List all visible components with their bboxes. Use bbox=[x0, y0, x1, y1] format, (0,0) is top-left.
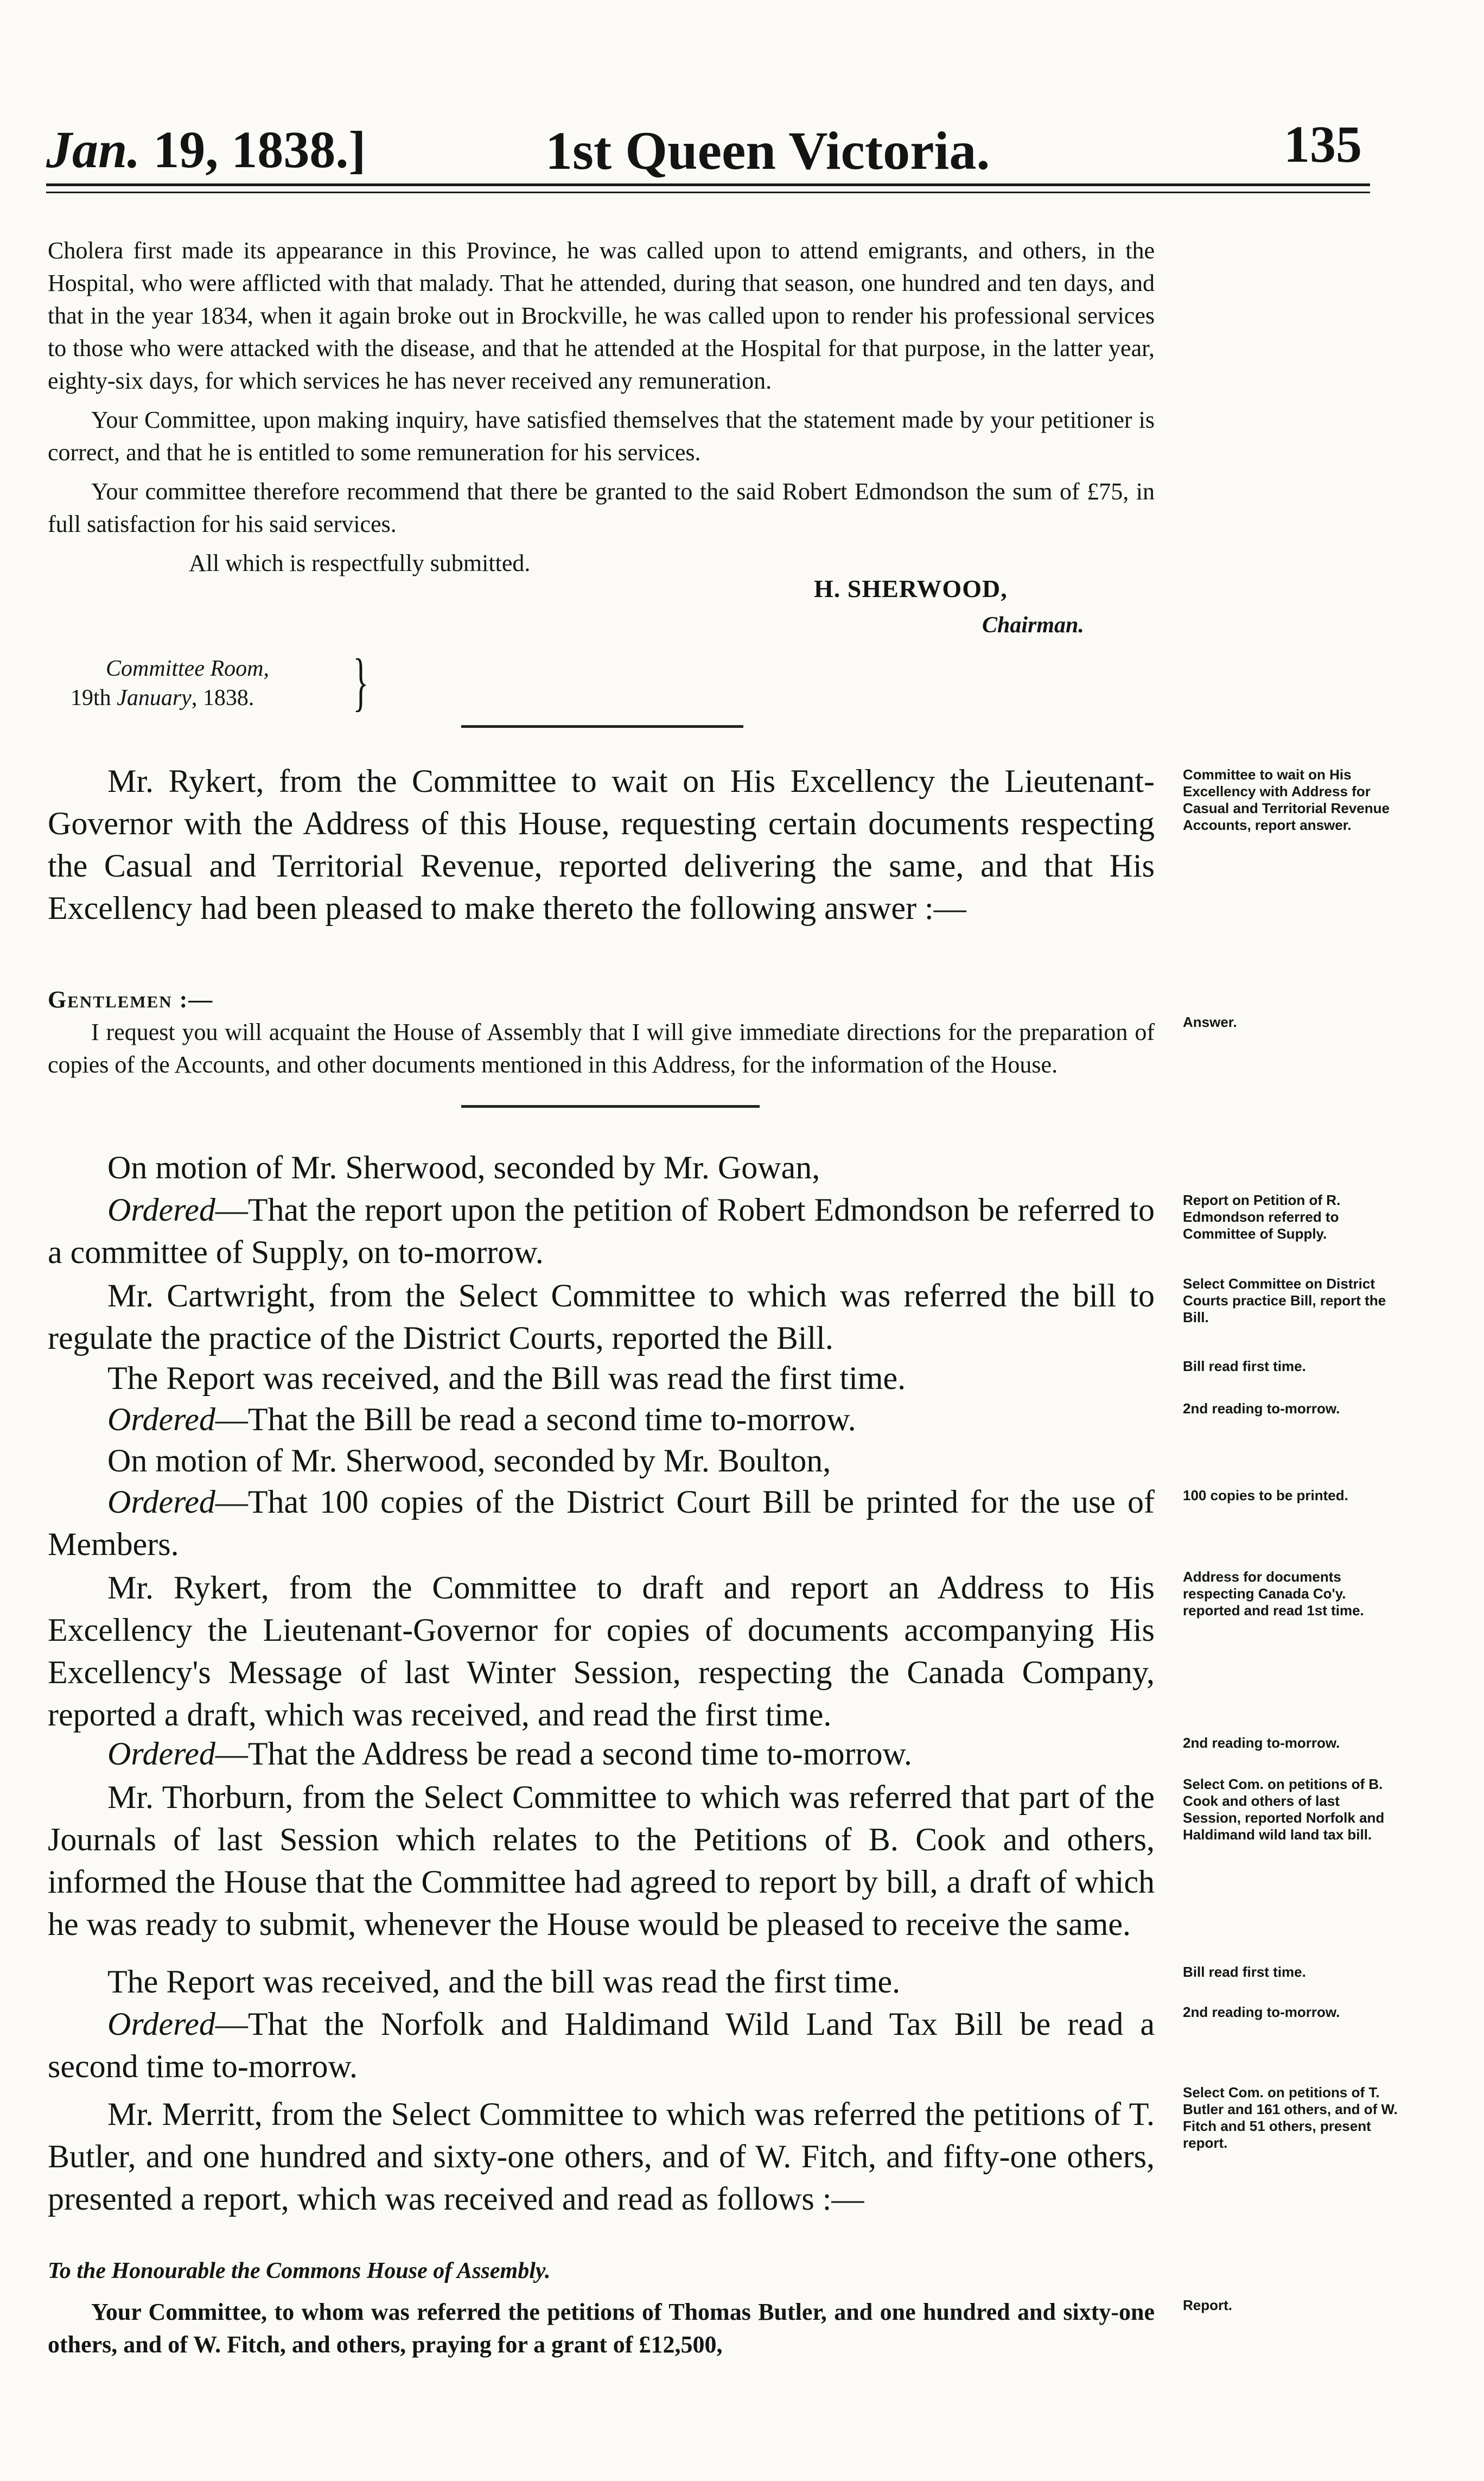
margin-note: Bill read first time. bbox=[1183, 1358, 1306, 1374]
section-separator bbox=[461, 725, 743, 728]
margin-note: 2nd reading to-morrow. bbox=[1183, 1400, 1340, 1417]
answer-text: I request you will acquaint the House of Assembly that I will give immediate directions for the preparation of copies of the Accounts, and other documents mentioned in this Address, for the information of the House. bbox=[48, 1019, 1155, 1078]
header-month: Jan. bbox=[46, 120, 141, 179]
committee-report: Mr. Merritt, from the Select Committee to which was referred the petitions of T. Butler, and one hundred and sixty-one others, and of W. Fitch, and fifty-one others, presented a report, which was received and read as follows :— bbox=[48, 2096, 1155, 2217]
order bbox=[48, 1733, 1155, 1775]
order-text: —That the Address be read a second time to-morrow. bbox=[215, 1736, 912, 1772]
signer-name: H. SHERWOOD, bbox=[814, 575, 1008, 602]
motion: On motion of Mr. Sherwood, seconded by Mr. Boulton, bbox=[107, 1443, 831, 1479]
margin-note: Select Committee on District Courts practice Bill, report the Bill. bbox=[1183, 1276, 1386, 1325]
order-lead: Ordered bbox=[107, 1401, 215, 1437]
address-heading: To the Honourable the Commons House of Assembly. bbox=[48, 2258, 551, 2283]
report-closing: All which is respectfully submitted. bbox=[189, 550, 531, 576]
motion: On motion of Mr. Sherwood, seconded by Mr. Gowan, bbox=[107, 1150, 820, 1185]
order-lead: Ordered bbox=[107, 2006, 215, 2042]
report-paragraph: Cholera first made its appearance in this Province, he was called upon to attend emigrants, and others, in the Hospital, who were afflicted with that malady. That he attended, during that season, one hundred and ten days, and that in the year 1834, when it again broke out in Brockville, he was called upon to render his professional services to those who were attacked with the disease, and that he attended at the Hospital for that purpose, in the latter year, eighty-six days, for which services he has never received any remuneration. bbox=[48, 237, 1155, 394]
order-text: —That the report upon the petition of Robert Edmondson be referred to a committee of Supply, on to-morrow. bbox=[48, 1192, 1155, 1270]
header-day-year: 19, 1838.] bbox=[140, 120, 366, 179]
report-date-year: , 1838. bbox=[191, 686, 254, 710]
report-continuation bbox=[48, 234, 1155, 580]
report-date-month: January bbox=[117, 686, 192, 710]
report-date-day: 19th bbox=[71, 686, 117, 710]
committee-report: Mr. Thorburn, from the Select Committee to which was referred that part of the Journals of last Session which relates to the Petitions of B. Cook and others, informed the House that the Committee had agreed to report by bill, a draft of which he was ready to submit, whenever the House would be pleased to receive the same. bbox=[48, 1779, 1155, 1942]
margin-note: Answer. bbox=[1183, 1014, 1237, 1030]
report-paragraph: Your committee therefore recommend that there be granted to the said Robert Edmondson the sum of £75, in full satisfaction for his said services. bbox=[48, 478, 1155, 537]
governor-answer bbox=[48, 983, 1155, 1081]
order-text: —That the Norfolk and Haldimand Wild Land Tax Bill be read a second time to-morrow. bbox=[48, 2006, 1155, 2084]
order-text: —That 100 copies of the District Court Bill be printed for the use of Members. bbox=[48, 1484, 1155, 1562]
page-number: 135 bbox=[1284, 115, 1362, 173]
order bbox=[48, 1398, 1155, 1441]
header-title: 1st Queen Victoria. bbox=[545, 120, 990, 181]
order-lead: Ordered bbox=[107, 1192, 215, 1228]
margin-note: Report. bbox=[1183, 2297, 1232, 2313]
order bbox=[48, 1481, 1155, 1565]
salutation: Gentlemen :— bbox=[48, 986, 214, 1013]
section-separator bbox=[461, 1105, 760, 1108]
margin-note: Report on Petition of R. Edmondson referred to Committee of Supply. bbox=[1183, 1192, 1341, 1242]
report-date bbox=[71, 685, 254, 711]
margin-note: Bill read first time. bbox=[1183, 1964, 1306, 1980]
report-received: The Report was received, and the bill was read the first time. bbox=[107, 1964, 901, 2000]
rykert-report bbox=[48, 760, 1155, 929]
margin-note: 2nd reading to-morrow. bbox=[1183, 2004, 1340, 2020]
signer-title: Chairman. bbox=[982, 613, 1084, 638]
order-lead: Ordered bbox=[107, 1736, 215, 1772]
report-paragraph: Your Committee, upon making inquiry, have satisfied themselves that the statement made by your petitioner is correct, and that he is entitled to some remuneration for his services. bbox=[48, 407, 1155, 466]
order-lead: Ordered bbox=[107, 1484, 215, 1520]
report-received: The Report was received, and the Bill was read the first time. bbox=[107, 1360, 906, 1396]
header-date bbox=[46, 119, 366, 180]
margin-note: 2nd reading to-morrow. bbox=[1183, 1735, 1340, 1751]
order bbox=[48, 2003, 1155, 2087]
header-rule-thin bbox=[46, 192, 1370, 193]
date-brace: } bbox=[353, 645, 369, 718]
margin-note: Select Com. on petitions of B. Cook and others of last Session, reported Norfolk and Haldimand wild land tax bill. bbox=[1183, 1776, 1385, 1843]
rykert-report-text: Mr. Rykert, from the Committee to wait on His Excellency the Lieutenant-Governor with the Address of this House, requesting certain documents respecting the Casual and Territorial Revenue, reported delivering the same, and that His Excellency had been pleased to make thereto the following answer :— bbox=[48, 763, 1155, 926]
order bbox=[48, 1189, 1155, 1273]
margin-note: Address for documents respecting Canada Co'y. reported and read 1st time. bbox=[1183, 1569, 1364, 1619]
margin-note: Committee to wait on His Excellency with Address for Casual and Territorial Revenue Accounts, report answer. bbox=[1183, 766, 1390, 833]
header-rule-thick bbox=[46, 183, 1370, 186]
committee-room: Committee Room, bbox=[106, 656, 269, 681]
margin-note: Select Com. on petitions of T. Butler and 161 others, and of W. Fitch and 51 others, present report. bbox=[1183, 2084, 1398, 2151]
margin-note: 100 copies to be printed. bbox=[1183, 1487, 1348, 1503]
report-opening-text: Your Committee, to whom was referred the petitions of Thomas Butler, and one hundred and sixty-one others, and of W. Fitch, and others, praying for a grant of £12,500, bbox=[48, 2299, 1155, 2358]
report-opening bbox=[48, 2296, 1155, 2361]
order-text: —That the Bill be read a second time to-morrow. bbox=[215, 1401, 856, 1437]
committee-report: Mr. Cartwright, from the Select Committee to which was referred the bill to regulate the practice of the District Courts, reported the Bill. bbox=[48, 1278, 1155, 1356]
committee-report: Mr. Rykert, from the Committee to draft and report an Address to His Excellency the Lieutenant-Governor for copies of documents accompanying His Excellency's Message of last Winter Session, respecting the Canada Company, reported a draft, which was received, and read the first time. bbox=[48, 1570, 1155, 1733]
running-header bbox=[46, 109, 1370, 179]
